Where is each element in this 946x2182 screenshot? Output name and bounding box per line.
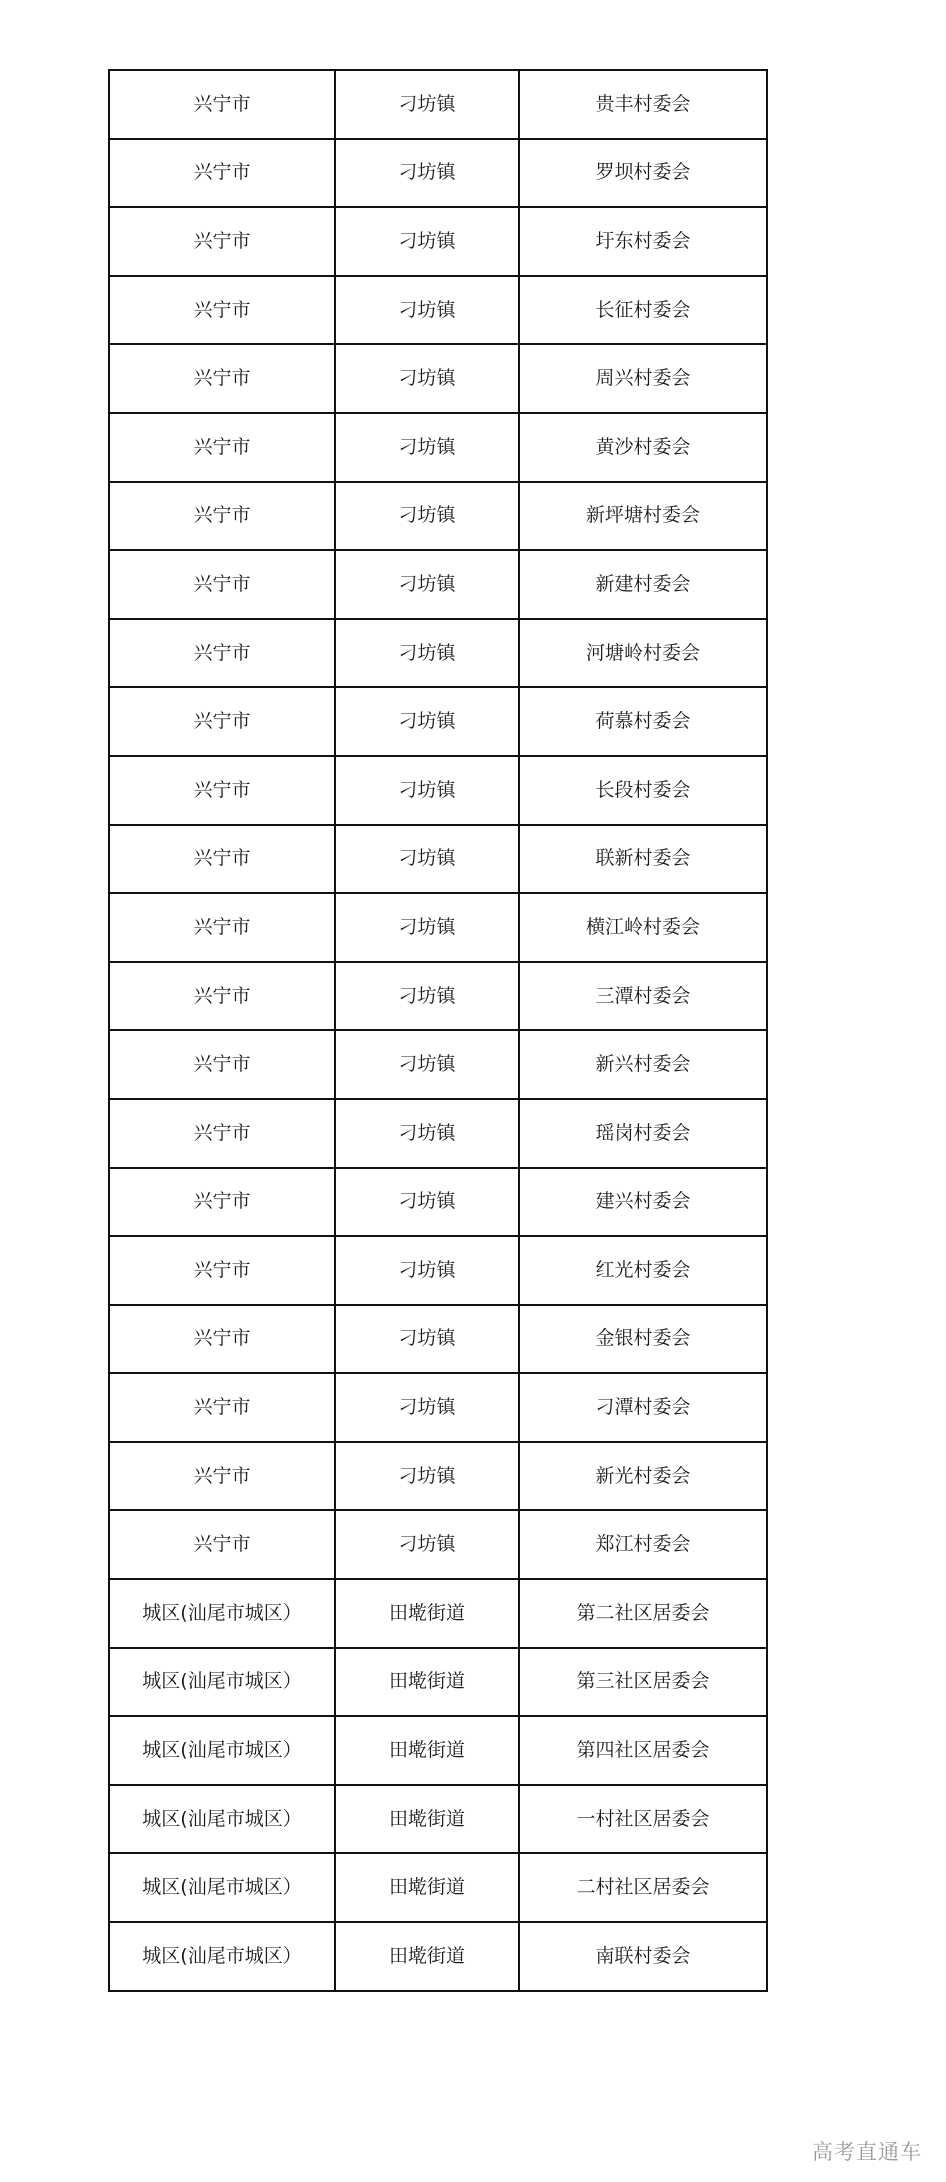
town-cell: 刁坊镇 bbox=[335, 1099, 519, 1168]
committee-cell: 新光村委会 bbox=[519, 1442, 767, 1511]
committee-cell: 郑江村委会 bbox=[519, 1510, 767, 1579]
table-row bbox=[109, 482, 767, 551]
table-row bbox=[109, 1785, 767, 1854]
town-cell: 刁坊镇 bbox=[335, 893, 519, 962]
town-cell: 田墘街道 bbox=[335, 1716, 519, 1785]
committee-cell: 横江岭村委会 bbox=[519, 893, 767, 962]
committee-cell: 红光村委会 bbox=[519, 1236, 767, 1305]
city-cell: 兴宁市 bbox=[109, 1305, 335, 1374]
town-cell: 刁坊镇 bbox=[335, 70, 519, 139]
table-row bbox=[109, 1648, 767, 1717]
committee-cell: 贵丰村委会 bbox=[519, 70, 767, 139]
committee-cell: 第四社区居委会 bbox=[519, 1716, 767, 1785]
table-row bbox=[109, 550, 767, 619]
town-cell: 刁坊镇 bbox=[335, 139, 519, 208]
town-cell: 田墘街道 bbox=[335, 1922, 519, 1991]
town-cell: 田墘街道 bbox=[335, 1853, 519, 1922]
table-row bbox=[109, 1168, 767, 1237]
committee-cell: 新建村委会 bbox=[519, 550, 767, 619]
city-cell: 兴宁市 bbox=[109, 893, 335, 962]
table-row bbox=[109, 1373, 767, 1442]
city-cell: 兴宁市 bbox=[109, 1099, 335, 1168]
committee-cell: 刁潭村委会 bbox=[519, 1373, 767, 1442]
town-cell: 刁坊镇 bbox=[335, 482, 519, 551]
city-cell: 兴宁市 bbox=[109, 344, 335, 413]
table-row bbox=[109, 1922, 767, 1991]
town-cell: 田墘街道 bbox=[335, 1785, 519, 1854]
committee-cell: 长征村委会 bbox=[519, 276, 767, 345]
table-row bbox=[109, 893, 767, 962]
city-cell: 兴宁市 bbox=[109, 687, 335, 756]
city-cell: 兴宁市 bbox=[109, 1030, 335, 1099]
table-row bbox=[109, 1305, 767, 1374]
table-row bbox=[109, 344, 767, 413]
table-row bbox=[109, 962, 767, 1031]
village-committee-table bbox=[108, 69, 768, 1992]
committee-cell: 圩东村委会 bbox=[519, 207, 767, 276]
committee-cell: 一村社区居委会 bbox=[519, 1785, 767, 1854]
table-row bbox=[109, 1510, 767, 1579]
committee-cell: 黄沙村委会 bbox=[519, 413, 767, 482]
town-cell: 刁坊镇 bbox=[335, 1305, 519, 1374]
town-cell: 刁坊镇 bbox=[335, 207, 519, 276]
committee-cell: 新兴村委会 bbox=[519, 1030, 767, 1099]
town-cell: 刁坊镇 bbox=[335, 756, 519, 825]
committee-cell: 新坪塘村委会 bbox=[519, 482, 767, 551]
committee-cell: 三潭村委会 bbox=[519, 962, 767, 1031]
table-row bbox=[109, 207, 767, 276]
city-cell: 兴宁市 bbox=[109, 550, 335, 619]
town-cell: 刁坊镇 bbox=[335, 619, 519, 688]
city-cell: 兴宁市 bbox=[109, 70, 335, 139]
committee-cell: 二村社区居委会 bbox=[519, 1853, 767, 1922]
city-cell: 兴宁市 bbox=[109, 482, 335, 551]
table-row bbox=[109, 687, 767, 756]
town-cell: 田墘街道 bbox=[335, 1579, 519, 1648]
city-cell: 兴宁市 bbox=[109, 962, 335, 1031]
city-cell: 城区(汕尾市城区） bbox=[109, 1648, 335, 1717]
city-cell: 兴宁市 bbox=[109, 1510, 335, 1579]
city-cell: 兴宁市 bbox=[109, 413, 335, 482]
city-cell: 兴宁市 bbox=[109, 139, 335, 208]
table-row bbox=[109, 756, 767, 825]
town-cell: 刁坊镇 bbox=[335, 1510, 519, 1579]
table-row bbox=[109, 1236, 767, 1305]
city-cell: 兴宁市 bbox=[109, 756, 335, 825]
city-cell: 兴宁市 bbox=[109, 207, 335, 276]
committee-cell: 长段村委会 bbox=[519, 756, 767, 825]
table-row bbox=[109, 1716, 767, 1785]
table-row bbox=[109, 1579, 767, 1648]
table-row bbox=[109, 1030, 767, 1099]
city-cell: 城区(汕尾市城区） bbox=[109, 1716, 335, 1785]
city-cell: 兴宁市 bbox=[109, 1168, 335, 1237]
committee-cell: 罗坝村委会 bbox=[519, 139, 767, 208]
committee-cell: 第二社区居委会 bbox=[519, 1579, 767, 1648]
town-cell: 刁坊镇 bbox=[335, 1236, 519, 1305]
town-cell: 刁坊镇 bbox=[335, 413, 519, 482]
committee-cell: 金银村委会 bbox=[519, 1305, 767, 1374]
city-cell: 城区(汕尾市城区） bbox=[109, 1785, 335, 1854]
town-cell: 刁坊镇 bbox=[335, 1373, 519, 1442]
table-row bbox=[109, 70, 767, 139]
table-row bbox=[109, 276, 767, 345]
town-cell: 刁坊镇 bbox=[335, 687, 519, 756]
town-cell: 刁坊镇 bbox=[335, 1168, 519, 1237]
town-cell: 刁坊镇 bbox=[335, 550, 519, 619]
town-cell: 刁坊镇 bbox=[335, 825, 519, 894]
table-body bbox=[109, 70, 767, 1991]
city-cell: 兴宁市 bbox=[109, 1442, 335, 1511]
committee-cell: 河塘岭村委会 bbox=[519, 619, 767, 688]
table-row bbox=[109, 413, 767, 482]
city-cell: 城区(汕尾市城区） bbox=[109, 1579, 335, 1648]
town-cell: 刁坊镇 bbox=[335, 276, 519, 345]
committee-cell: 南联村委会 bbox=[519, 1922, 767, 1991]
city-cell: 兴宁市 bbox=[109, 825, 335, 894]
city-cell: 兴宁市 bbox=[109, 1236, 335, 1305]
committee-cell: 荷慕村委会 bbox=[519, 687, 767, 756]
town-cell: 刁坊镇 bbox=[335, 962, 519, 1031]
city-cell: 兴宁市 bbox=[109, 276, 335, 345]
city-cell: 城区(汕尾市城区） bbox=[109, 1853, 335, 1922]
table-row bbox=[109, 825, 767, 894]
table-row bbox=[109, 1099, 767, 1168]
city-cell: 兴宁市 bbox=[109, 1373, 335, 1442]
table-row bbox=[109, 1442, 767, 1511]
committee-cell: 周兴村委会 bbox=[519, 344, 767, 413]
committee-cell: 联新村委会 bbox=[519, 825, 767, 894]
watermark-text: 高考直通车 bbox=[812, 2140, 922, 2164]
town-cell: 田墘街道 bbox=[335, 1648, 519, 1717]
town-cell: 刁坊镇 bbox=[335, 344, 519, 413]
city-cell: 兴宁市 bbox=[109, 619, 335, 688]
table-row bbox=[109, 139, 767, 208]
committee-cell: 瑶岗村委会 bbox=[519, 1099, 767, 1168]
committee-cell: 建兴村委会 bbox=[519, 1168, 767, 1237]
town-cell: 刁坊镇 bbox=[335, 1030, 519, 1099]
table-row bbox=[109, 619, 767, 688]
town-cell: 刁坊镇 bbox=[335, 1442, 519, 1511]
table-row bbox=[109, 1853, 767, 1922]
committee-cell: 第三社区居委会 bbox=[519, 1648, 767, 1717]
city-cell: 城区(汕尾市城区） bbox=[109, 1922, 335, 1991]
